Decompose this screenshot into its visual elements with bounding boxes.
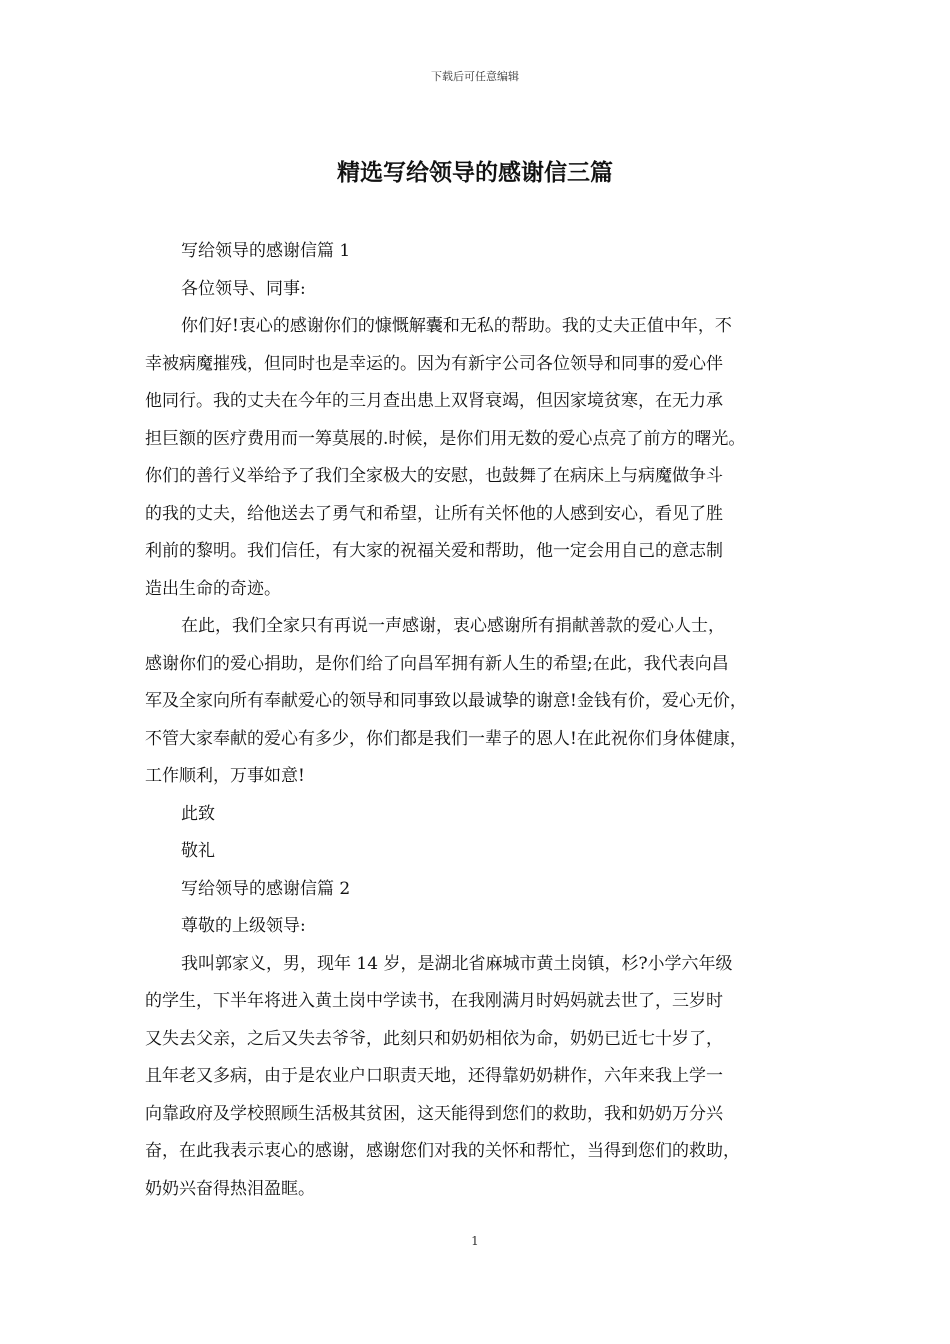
body-line: 我叫郭家义，男，现年 14 岁，是湖北省麻城市黄土岗镇，杉?小学六年级 (181, 953, 733, 974)
body-line: 在此，我们全家只有再说一声感谢，衷心感谢所有捐献善款的爱心人士， (181, 616, 725, 636)
body-line: 他同行。我的丈夫在今年的三月查出患上双肾衰竭，但因家境贫寒，在无力承 (145, 391, 723, 411)
body-line: 的学生，下半年将进入黄土岗中学读书，在我刚满月时妈妈就去世了，三岁时 (145, 991, 723, 1011)
body-line: 又失去父亲，之后又失去爷爷，此刻只和奶奶相依为命，奶奶已近七十岁了， (145, 1028, 723, 1049)
body-line: 幸被病魔摧残，但同时也是幸运的。因为有新宇公司各位领导和同事的爱心伴 (145, 353, 723, 374)
page-number: 1 (471, 1234, 479, 1248)
body-line: 向靠政府及学校照顾生活极其贫困，这天能得到您们的救助，我和奶奶万分兴 (145, 1103, 723, 1124)
body-line: 尊敬的上级领导: (181, 916, 306, 936)
document-body (145, 233, 825, 1208)
body-line: 写给领导的感谢信篇 2 (181, 878, 351, 899)
body-line: 不管大家奉献的爱心有多少，你们都是我们一辈子的恩人!在此祝你们身体健康， (145, 728, 747, 749)
body-line: 奋，在此我表示衷心的感谢，感谢您们对我的关怀和帮忙，当得到您们的救助， (145, 1141, 740, 1161)
document-title: 精选写给领导的感谢信三篇 (337, 159, 613, 186)
body-line: 的我的丈夫，给他送去了勇气和希望，让所有关怀他的人感到安心，看见了胜 (145, 503, 723, 524)
body-line: 敬礼 (181, 841, 215, 861)
body-line: 且年老又多病，由于是农业户口职责天地，还得靠奶奶耕作，六年来我上学一 (145, 1066, 723, 1086)
body-line: 担巨额的医疗费用而一筹莫展的.时候，是你们用无数的爱心点亮了前方的曙光。 (145, 428, 746, 449)
body-line: 你们的善行义举给予了我们全家极大的安慰，也鼓舞了在病床上与病魔做争斗 (145, 466, 723, 486)
body-line: 感谢你们的爱心捐助，是你们给了向昌军拥有新人生的希望;在此，我代表向昌 (145, 653, 729, 674)
body-line: 各位领导、同事: (181, 278, 306, 299)
body-line: 工作顺利，万事如意! (145, 766, 305, 786)
body-line: 造出生命的奇迹。 (145, 578, 281, 599)
header-note: 下载后可任意编辑 (431, 70, 519, 83)
body-line: 军及全家向所有奉献爱心的领导和同事致以最诚挚的谢意!金钱有价，爱心无价， (145, 691, 747, 711)
body-line: 写给领导的感谢信篇 1 (181, 241, 351, 261)
body-line: 你们好!衷心的感谢你们的慷慨解囊和无私的帮助。我的丈夫正值中年，不 (181, 316, 732, 336)
body-line: 此致 (181, 803, 215, 824)
body-line: 利前的黎明。我们信任，有大家的祝福关爱和帮助，他一定会用自己的意志制 (145, 541, 723, 561)
body-line: 奶奶兴奋得热泪盈眶。 (145, 1178, 315, 1199)
